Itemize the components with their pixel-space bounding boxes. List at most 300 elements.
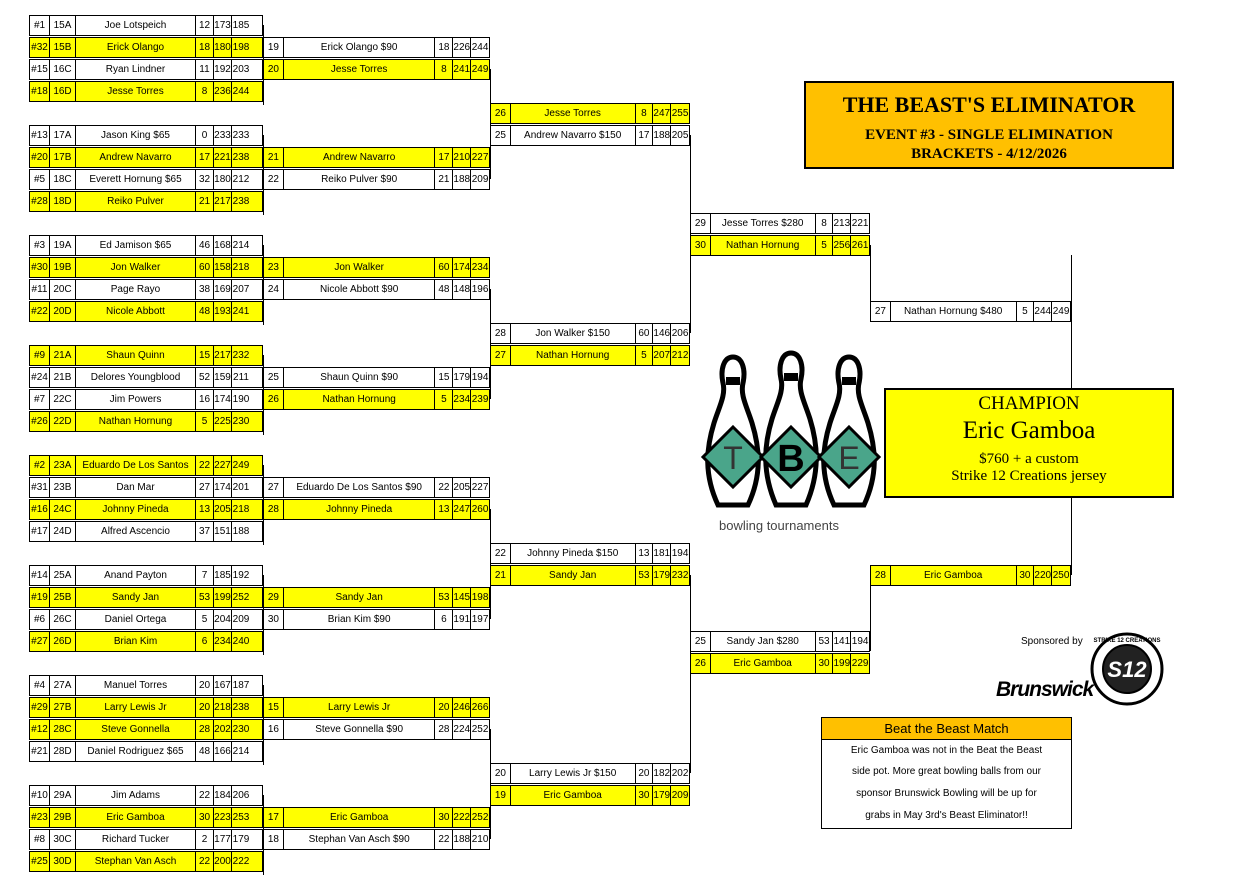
total-cell: 214 bbox=[232, 240, 250, 251]
lane-cell: 27 bbox=[264, 478, 284, 497]
hdcp-cell: 37 bbox=[196, 522, 214, 541]
hdcp-cell: 22 bbox=[196, 786, 214, 805]
bracket-connector bbox=[263, 245, 264, 325]
slot-cell: 23B bbox=[50, 478, 76, 497]
seed-cell: #14 bbox=[30, 566, 50, 585]
total-cell: 179 bbox=[232, 834, 250, 845]
lane-cell: 24 bbox=[264, 280, 284, 299]
seed-cell: #20 bbox=[30, 148, 50, 167]
tbe-letter-b: B bbox=[777, 438, 805, 480]
bracket-row bbox=[29, 301, 263, 322]
bowler-name: Steve Gonnella $90 bbox=[284, 720, 436, 739]
bracket-row bbox=[263, 279, 490, 300]
bowler-name: Richard Tucker bbox=[76, 830, 196, 849]
bowler-name: Johnny Pineda bbox=[284, 500, 436, 519]
bowler-name: Reiko Pulver $90 bbox=[284, 170, 436, 189]
bowler-name: Erick Olango bbox=[76, 38, 196, 57]
seed-cell: #25 bbox=[30, 852, 50, 871]
hdcp-cell: 30 bbox=[816, 654, 834, 673]
hdcp-cell: 8 bbox=[816, 214, 834, 233]
lane-cell: 27 bbox=[491, 346, 511, 365]
bracket-row bbox=[263, 499, 490, 520]
lane-cell: 25 bbox=[491, 126, 511, 145]
slot-cell: 16C bbox=[50, 60, 76, 79]
bracket-connector bbox=[263, 465, 264, 545]
lane-cell: 26 bbox=[264, 390, 284, 409]
hdcp-cell: 5 bbox=[435, 390, 453, 409]
bowler-name: Anand Payton bbox=[76, 566, 196, 585]
bracket-row bbox=[263, 719, 490, 740]
seed-cell: #8 bbox=[30, 830, 50, 849]
hdcp-cell: 8 bbox=[196, 82, 214, 101]
scratch-cell: 226 bbox=[453, 38, 471, 57]
total-cell: 244 bbox=[471, 42, 489, 53]
bracket-row bbox=[29, 279, 263, 300]
scratch-cell: 244 bbox=[1034, 302, 1052, 321]
total-cell: 198 bbox=[232, 42, 250, 53]
hdcp-cell: 60 bbox=[636, 324, 654, 343]
seed-cell: #30 bbox=[30, 258, 50, 277]
hdcp-cell: 48 bbox=[196, 302, 214, 321]
champion-name: Eric Gamboa bbox=[962, 417, 1096, 444]
slot-cell: 26D bbox=[50, 632, 76, 651]
total-cell: 192 bbox=[232, 570, 250, 581]
bracket-row bbox=[29, 807, 263, 828]
scratch-cell: 222 bbox=[453, 808, 471, 827]
hdcp-cell: 38 bbox=[196, 280, 214, 299]
bowler-name: Jim Adams bbox=[76, 786, 196, 805]
lane-cell: 30 bbox=[264, 610, 284, 629]
bracket-row bbox=[29, 455, 263, 476]
seed-cell: #12 bbox=[30, 720, 50, 739]
bracket-row bbox=[263, 587, 490, 608]
bracket-row bbox=[29, 631, 263, 652]
bowler-name: Johnny Pineda bbox=[76, 500, 196, 519]
bowler-name: Nathan Hornung bbox=[76, 412, 196, 431]
bracket-connector bbox=[1071, 498, 1072, 575]
scratch-cell: 247 bbox=[653, 104, 671, 123]
total-cell: 218 bbox=[232, 504, 250, 515]
bracket-row bbox=[263, 389, 490, 410]
seed-cell: #11 bbox=[30, 280, 50, 299]
bowler-name: Nathan Hornung bbox=[511, 346, 636, 365]
bowler-name: Dan Mar bbox=[76, 478, 196, 497]
hdcp-cell: 22 bbox=[196, 852, 214, 871]
bracket-connector bbox=[490, 509, 491, 619]
bowler-name: Sandy Jan bbox=[76, 588, 196, 607]
slot-cell: 24D bbox=[50, 522, 76, 541]
bowler-name: Jesse Torres bbox=[511, 104, 636, 123]
lane-cell: 19 bbox=[491, 786, 511, 805]
slot-cell: 26C bbox=[50, 610, 76, 629]
total-cell: 232 bbox=[232, 350, 250, 361]
hdcp-cell: 22 bbox=[435, 830, 453, 849]
seed-cell: #28 bbox=[30, 192, 50, 211]
slot-cell: 29B bbox=[50, 808, 76, 827]
bracket-row bbox=[29, 851, 263, 872]
lane-cell: 28 bbox=[491, 324, 511, 343]
bowler-name: Jim Powers bbox=[76, 390, 196, 409]
bowler-name: Steve Gonnella bbox=[76, 720, 196, 739]
scratch-cell: 224 bbox=[453, 720, 471, 739]
bracket-connector bbox=[263, 575, 264, 655]
beat-the-beast-line: grabs in May 3rd's Beast Eliminator!! bbox=[865, 810, 1028, 821]
bowler-name: Erick Olango $90 bbox=[284, 38, 436, 57]
total-cell: 240 bbox=[232, 636, 250, 647]
bowler-name: Jon Walker bbox=[76, 258, 196, 277]
scratch-cell: 202 bbox=[214, 720, 232, 739]
scratch-cell: 185 bbox=[214, 566, 232, 585]
bracket-row bbox=[29, 565, 263, 586]
scratch-cell: 221 bbox=[214, 148, 232, 167]
bowler-name: Nathan Hornung bbox=[711, 236, 816, 255]
scratch-cell: 205 bbox=[214, 500, 232, 519]
champion-label: CHAMPION bbox=[978, 393, 1080, 414]
total-cell: 202 bbox=[671, 768, 689, 779]
lane-cell: 26 bbox=[491, 104, 511, 123]
tbe-logo bbox=[696, 345, 886, 517]
bowler-name: Larry Lewis Jr bbox=[76, 698, 196, 717]
bowler-name: Jon Walker bbox=[284, 258, 436, 277]
hdcp-cell: 5 bbox=[196, 412, 214, 431]
slot-cell: 15A bbox=[50, 16, 76, 35]
seed-cell: #29 bbox=[30, 698, 50, 717]
scratch-cell: 193 bbox=[214, 302, 232, 321]
seed-cell: #23 bbox=[30, 808, 50, 827]
hdcp-cell: 7 bbox=[196, 566, 214, 585]
hdcp-cell: 5 bbox=[196, 610, 214, 629]
total-cell: 253 bbox=[232, 812, 250, 823]
bracket-row bbox=[263, 367, 490, 388]
scratch-cell: 148 bbox=[453, 280, 471, 299]
hdcp-cell: 20 bbox=[636, 764, 654, 783]
bowler-name: Eric Gamboa bbox=[284, 808, 436, 827]
total-cell: 222 bbox=[232, 856, 250, 867]
lane-cell: 17 bbox=[264, 808, 284, 827]
hdcp-cell: 5 bbox=[1017, 302, 1035, 321]
scratch-cell: 151 bbox=[214, 522, 232, 541]
hdcp-cell: 46 bbox=[196, 236, 214, 255]
bracket-connector bbox=[263, 25, 264, 105]
hdcp-cell: 17 bbox=[196, 148, 214, 167]
total-cell: 206 bbox=[671, 328, 689, 339]
lane-cell: 21 bbox=[491, 566, 511, 585]
hdcp-cell: 2 bbox=[196, 830, 214, 849]
total-cell: 233 bbox=[232, 130, 250, 141]
slot-cell: 16D bbox=[50, 82, 76, 101]
scratch-cell: 199 bbox=[214, 588, 232, 607]
bracket-row bbox=[29, 477, 263, 498]
hdcp-cell: 28 bbox=[196, 720, 214, 739]
bracket-row bbox=[29, 697, 263, 718]
scratch-cell: 167 bbox=[214, 676, 232, 695]
bracket-connector bbox=[263, 685, 264, 765]
seed-cell: #5 bbox=[30, 170, 50, 189]
lane-cell: 29 bbox=[691, 214, 711, 233]
bowler-name: Shaun Quinn $90 bbox=[284, 368, 436, 387]
hdcp-cell: 22 bbox=[435, 478, 453, 497]
scratch-cell: 188 bbox=[653, 126, 671, 145]
bowler-name: Stephan Van Asch bbox=[76, 852, 196, 871]
scratch-cell: 207 bbox=[653, 346, 671, 365]
scratch-cell: 227 bbox=[214, 456, 232, 475]
lane-cell: 22 bbox=[264, 170, 284, 189]
tbe-caption: bowling tournaments bbox=[719, 518, 839, 533]
scratch-cell: 146 bbox=[653, 324, 671, 343]
bowler-name: Shaun Quinn bbox=[76, 346, 196, 365]
hdcp-cell: 13 bbox=[435, 500, 453, 519]
seed-cell: #1 bbox=[30, 16, 50, 35]
total-cell: 260 bbox=[471, 504, 489, 515]
bowler-name: Reiko Pulver bbox=[76, 192, 196, 211]
bracket-row bbox=[870, 301, 1071, 322]
scratch-cell: 225 bbox=[214, 412, 232, 431]
total-cell: 218 bbox=[232, 262, 250, 273]
scratch-cell: 199 bbox=[833, 654, 851, 673]
beat-the-beast-box bbox=[821, 717, 1072, 829]
hdcp-cell: 18 bbox=[435, 38, 453, 57]
total-cell: 252 bbox=[471, 724, 489, 735]
total-cell: 209 bbox=[671, 790, 689, 801]
hdcp-cell: 22 bbox=[196, 456, 214, 475]
bracket-row bbox=[29, 367, 263, 388]
bracket-row bbox=[29, 741, 263, 762]
scratch-cell: 180 bbox=[214, 38, 232, 57]
scratch-cell: 217 bbox=[214, 192, 232, 211]
bowler-name: Jesse Torres bbox=[284, 60, 436, 79]
seed-cell: #32 bbox=[30, 38, 50, 57]
total-cell: 249 bbox=[1052, 306, 1070, 317]
bowler-name: Page Rayo bbox=[76, 280, 196, 299]
scratch-cell: 213 bbox=[833, 214, 851, 233]
bracket-row bbox=[490, 103, 690, 124]
seed-cell: #9 bbox=[30, 346, 50, 365]
scratch-cell: 166 bbox=[214, 742, 232, 761]
total-cell: 185 bbox=[232, 20, 250, 31]
scratch-cell: 174 bbox=[214, 390, 232, 409]
bracket-connector bbox=[490, 69, 491, 179]
seed-cell: #3 bbox=[30, 236, 50, 255]
bracket-row bbox=[29, 191, 263, 212]
total-cell: 188 bbox=[232, 526, 250, 537]
bracket-connector bbox=[870, 565, 871, 651]
bracket-row bbox=[29, 235, 263, 256]
scratch-cell: 234 bbox=[214, 632, 232, 651]
scratch-cell: 145 bbox=[453, 588, 471, 607]
bracket-row bbox=[870, 565, 1071, 586]
lane-cell: 25 bbox=[691, 632, 711, 651]
total-cell: 211 bbox=[233, 372, 249, 383]
slot-cell: 29A bbox=[50, 786, 76, 805]
hdcp-cell: 30 bbox=[1017, 566, 1035, 585]
seed-cell: #16 bbox=[30, 500, 50, 519]
hdcp-cell: 15 bbox=[435, 368, 453, 387]
hdcp-cell: 16 bbox=[196, 390, 214, 409]
slot-cell: 15B bbox=[50, 38, 76, 57]
scratch-cell: 179 bbox=[653, 786, 671, 805]
slot-cell: 19A bbox=[50, 236, 76, 255]
total-cell: 249 bbox=[232, 460, 250, 471]
total-cell: 230 bbox=[232, 416, 250, 427]
total-cell: 227 bbox=[471, 152, 489, 163]
bracket-row bbox=[29, 675, 263, 696]
scratch-cell: 191 bbox=[453, 610, 471, 629]
bracket-row bbox=[490, 345, 690, 366]
hdcp-cell: 8 bbox=[435, 60, 453, 79]
scratch-cell: 168 bbox=[214, 236, 232, 255]
scratch-cell: 236 bbox=[214, 82, 232, 101]
scratch-cell: 247 bbox=[453, 500, 471, 519]
bowler-name: Daniel Rodriguez $65 bbox=[76, 742, 196, 761]
slot-cell: 21B bbox=[50, 368, 76, 387]
bowler-name: Joe Lotspeich bbox=[76, 16, 196, 35]
bracket-connector bbox=[870, 245, 871, 311]
champion-prize: $760 + a custom bbox=[979, 451, 1079, 467]
seed-cell: #21 bbox=[30, 742, 50, 761]
bowler-name: Nicole Abbott $90 bbox=[284, 280, 436, 299]
event-title: THE BEAST'S ELIMINATOR bbox=[842, 92, 1136, 117]
seed-cell: #27 bbox=[30, 632, 50, 651]
event-date: BRACKETS - 4/12/2026 bbox=[911, 146, 1067, 162]
bracket-row bbox=[490, 565, 690, 586]
lane-cell: 29 bbox=[264, 588, 284, 607]
seed-cell: #4 bbox=[30, 676, 50, 695]
slot-cell: 24C bbox=[50, 500, 76, 519]
hdcp-cell: 17 bbox=[636, 126, 654, 145]
lane-cell: 21 bbox=[264, 148, 284, 167]
scratch-cell: 158 bbox=[214, 258, 232, 277]
scratch-cell: 180 bbox=[214, 170, 232, 189]
bracket-connector bbox=[490, 289, 491, 399]
slot-cell: 30D bbox=[50, 852, 76, 871]
bowler-name: Ed Jamison $65 bbox=[76, 236, 196, 255]
total-cell: 241 bbox=[232, 306, 250, 317]
bracket-connector bbox=[263, 135, 264, 215]
bracket-row bbox=[490, 543, 690, 564]
bracket-row bbox=[263, 829, 490, 850]
scratch-cell: 210 bbox=[453, 148, 471, 167]
bracket-row bbox=[29, 411, 263, 432]
scratch-cell: 220 bbox=[1034, 566, 1052, 585]
bracket-row bbox=[29, 785, 263, 806]
hdcp-cell: 21 bbox=[435, 170, 453, 189]
bracket-row bbox=[29, 499, 263, 520]
total-cell: 250 bbox=[1052, 570, 1070, 581]
total-cell: 261 bbox=[851, 240, 869, 251]
bowler-name: Stephan Van Asch $90 bbox=[284, 830, 436, 849]
bowler-name: Andrew Navarro bbox=[284, 148, 436, 167]
bracket-row bbox=[263, 147, 490, 168]
bracket-row bbox=[29, 521, 263, 542]
scratch-cell: 223 bbox=[214, 808, 232, 827]
bowler-name: Nathan Hornung $480 bbox=[891, 302, 1017, 321]
total-cell: 194 bbox=[471, 372, 489, 383]
hdcp-cell: 5 bbox=[636, 346, 654, 365]
hdcp-cell: 11 bbox=[196, 60, 214, 79]
scratch-cell: 179 bbox=[653, 566, 671, 585]
scratch-cell: 179 bbox=[453, 368, 471, 387]
brunswick-logo: Brunswick bbox=[996, 678, 1094, 701]
bowler-name: Andrew Navarro $150 bbox=[511, 126, 636, 145]
bowler-name: Brian Kim bbox=[76, 632, 196, 651]
slot-cell: 27A bbox=[50, 676, 76, 695]
bowler-name: Nicole Abbott bbox=[76, 302, 196, 321]
scratch-cell: 256 bbox=[833, 236, 851, 255]
title-banner bbox=[804, 81, 1174, 169]
hdcp-cell: 53 bbox=[636, 566, 654, 585]
seed-cell: #2 bbox=[30, 456, 50, 475]
hdcp-cell: 21 bbox=[196, 192, 214, 211]
slot-cell: 28C bbox=[50, 720, 76, 739]
champion-prize-jersey: Strike 12 Creations jersey bbox=[951, 468, 1107, 484]
total-cell: 205 bbox=[671, 130, 689, 141]
bowler-name: Jon Walker $150 bbox=[511, 324, 636, 343]
bracket-row bbox=[29, 257, 263, 278]
hdcp-cell: 20 bbox=[196, 676, 214, 695]
bowler-name: Delores Youngblood bbox=[76, 368, 196, 387]
bowler-name: Nathan Hornung bbox=[284, 390, 436, 409]
seed-cell: #13 bbox=[30, 126, 50, 145]
bracket-row bbox=[263, 257, 490, 278]
bracket-row bbox=[263, 59, 490, 80]
bracket-row bbox=[263, 697, 490, 718]
hdcp-cell: 28 bbox=[435, 720, 453, 739]
bowler-name: Jesse Torres bbox=[76, 82, 196, 101]
slot-cell: 17B bbox=[50, 148, 76, 167]
seed-cell: #26 bbox=[30, 412, 50, 431]
total-cell: 244 bbox=[232, 86, 250, 97]
total-cell: 198 bbox=[471, 592, 489, 603]
bracket-row bbox=[29, 125, 263, 146]
hdcp-cell: 17 bbox=[435, 148, 453, 167]
scratch-cell: 174 bbox=[214, 478, 232, 497]
lane-cell: 20 bbox=[264, 60, 284, 79]
lane-cell: 19 bbox=[264, 38, 284, 57]
scratch-cell: 192 bbox=[214, 60, 232, 79]
hdcp-cell: 6 bbox=[435, 610, 453, 629]
scratch-cell: 218 bbox=[214, 698, 232, 717]
total-cell: 207 bbox=[232, 284, 250, 295]
slot-cell: 23A bbox=[50, 456, 76, 475]
scratch-cell: 182 bbox=[653, 764, 671, 783]
total-cell: 229 bbox=[851, 658, 869, 669]
bowler-name: Brian Kim $90 bbox=[284, 610, 436, 629]
bracket-row bbox=[29, 59, 263, 80]
bracket-row bbox=[490, 125, 690, 146]
scratch-cell: 217 bbox=[214, 346, 232, 365]
bracket-row bbox=[490, 785, 690, 806]
lane-cell: 26 bbox=[691, 654, 711, 673]
total-cell: 238 bbox=[232, 196, 250, 207]
bowler-name: Eric Gamboa bbox=[711, 654, 816, 673]
total-cell: 221 bbox=[851, 218, 869, 229]
total-cell: 239 bbox=[471, 394, 489, 405]
total-cell: 190 bbox=[232, 394, 250, 405]
slot-cell: 25A bbox=[50, 566, 76, 585]
seed-cell: #7 bbox=[30, 390, 50, 409]
hdcp-cell: 53 bbox=[435, 588, 453, 607]
lane-cell: 22 bbox=[491, 544, 511, 563]
total-cell: 232 bbox=[671, 570, 689, 581]
hdcp-cell: 13 bbox=[636, 544, 654, 563]
lane-cell: 16 bbox=[264, 720, 284, 739]
seed-cell: #15 bbox=[30, 60, 50, 79]
total-cell: 252 bbox=[471, 812, 489, 823]
slot-cell: 20D bbox=[50, 302, 76, 321]
lane-cell: 20 bbox=[491, 764, 511, 783]
slot-cell: 17A bbox=[50, 126, 76, 145]
lane-cell: 27 bbox=[871, 302, 891, 321]
